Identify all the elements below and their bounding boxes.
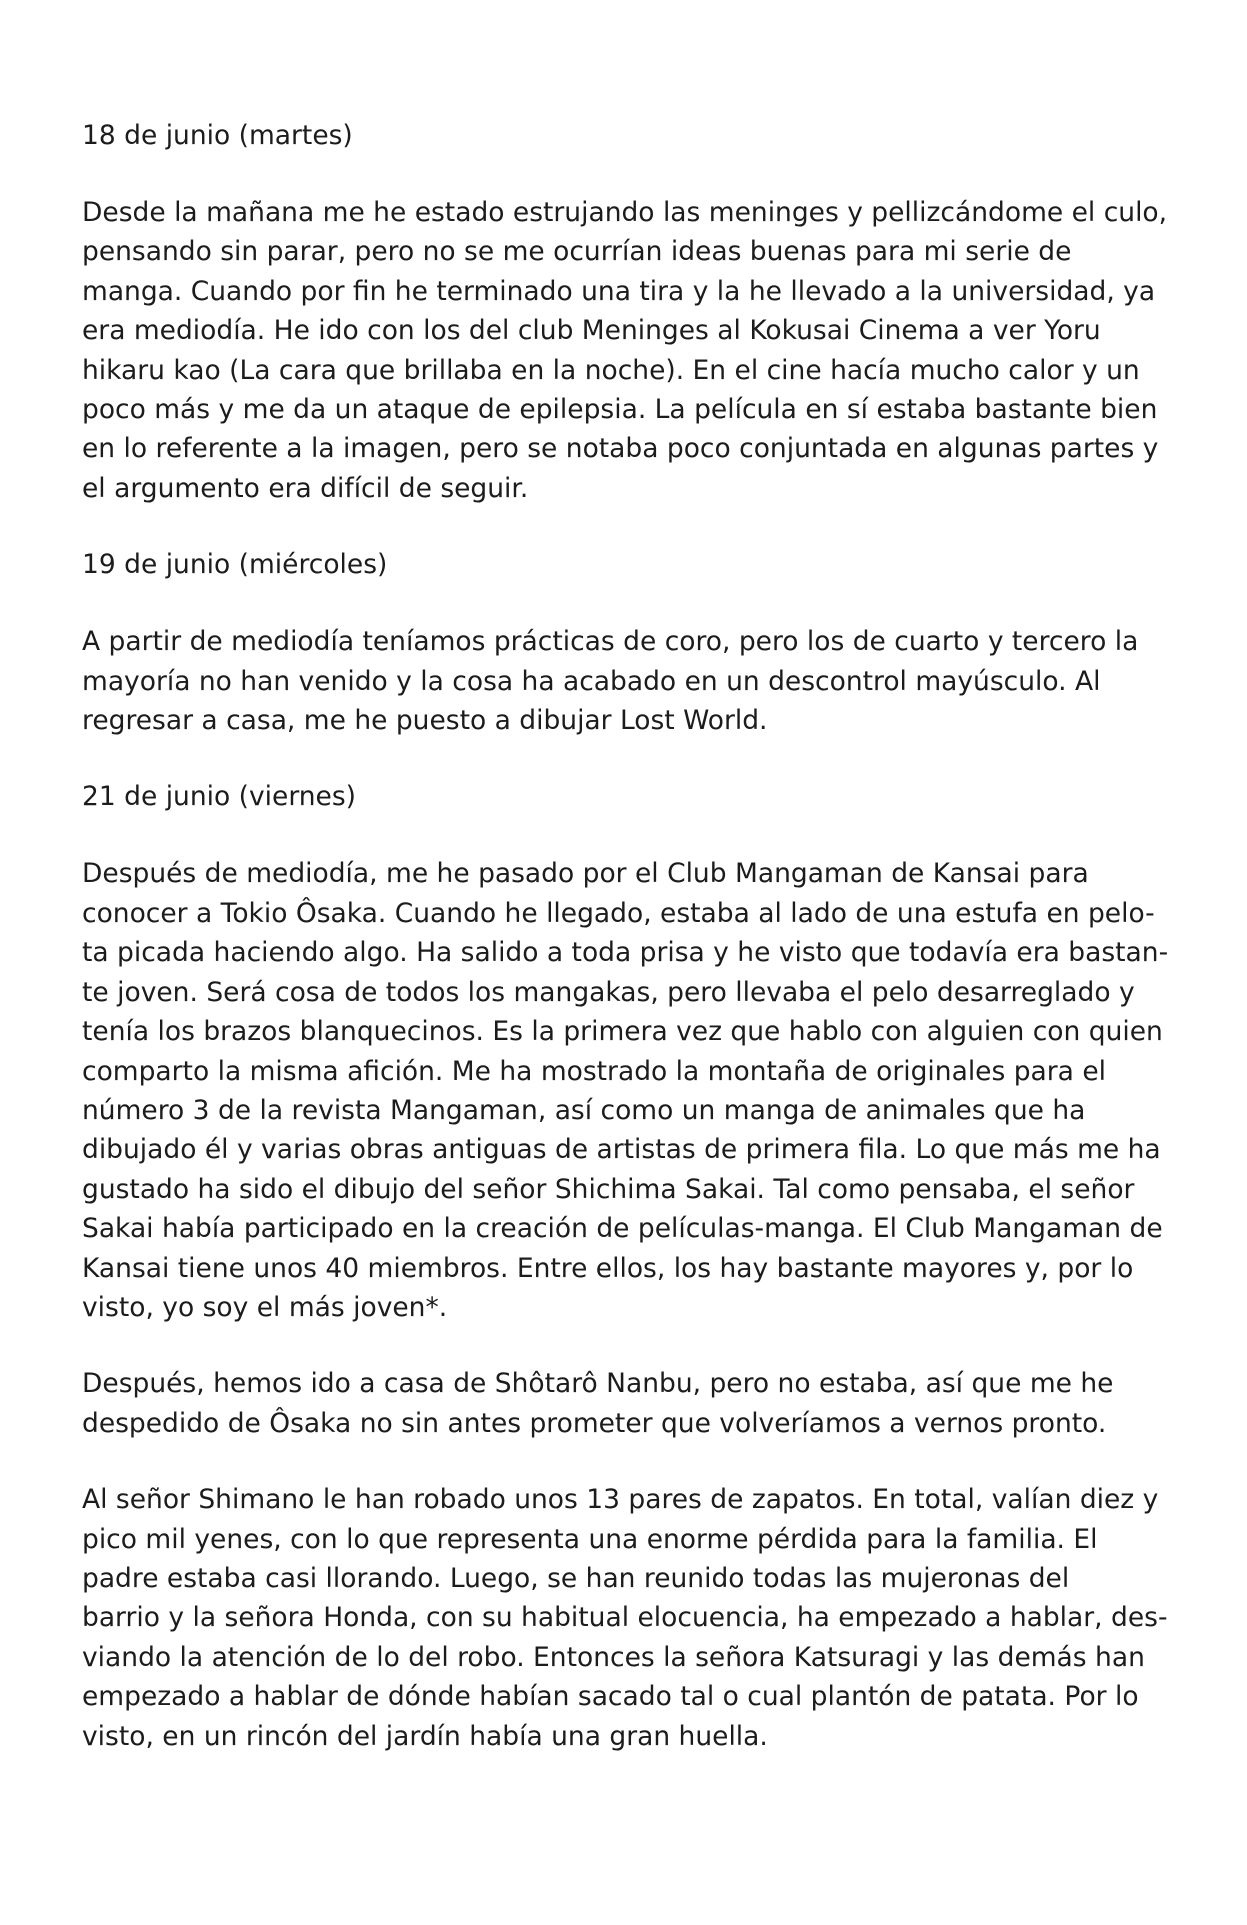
text-line: viando la atención de lo del robo. Entonces la señora Katsuragi y las demás han <box>82 1641 1145 1673</box>
entry-paragraph <box>82 1480 1194 1756</box>
text-line: conocer a Tokio Ôsaka. Cuando he llegado, estaba al lado de una estufa en pelo- <box>82 897 1155 929</box>
text-line: Sakai había participado en la creación de películas-manga. El Club Mangaman de <box>82 1213 1163 1245</box>
entry-paragraph <box>82 622 1194 740</box>
text-line: gustado ha sido el dibujo del señor Shichima Sakai. Tal como pensaba, el señor <box>82 1173 1135 1205</box>
text-line: visto, yo soy el más joven*. <box>82 1291 448 1323</box>
text-line: poco más y me da un ataque de epilepsia. La película en sí estaba bastante bien <box>82 394 1158 426</box>
entry-date-heading: 21 de junio (viernes) <box>82 781 357 813</box>
text-line: en lo referente a la imagen, pero se notaba poco conjuntada en algunas partes y <box>82 433 1159 465</box>
text-line: Al señor Shimano le han robado unos 13 pares de zapatos. En total, valían diez y <box>82 1484 1159 1516</box>
text-line: comparto la misma afición. Me ha mostrado la montaña de originales para el <box>82 1055 1107 1087</box>
text-line: el argumento era difícil de seguir. <box>82 472 529 504</box>
text-line: Después, hemos ido a casa de Shôtarô Nanbu, pero no estaba, así que me he <box>82 1368 1114 1400</box>
text-line: ta picada haciendo algo. Ha salido a toda prisa y he visto que todavía era bastan- <box>82 937 1169 969</box>
entry-paragraph <box>82 854 1194 1327</box>
entry-paragraph <box>82 193 1194 508</box>
text-line: A partir de mediodía teníamos prácticas de coro, pero los de cuarto y tercero la <box>82 626 1139 658</box>
text-line: Kansai tiene unos 40 miembros. Entre ellos, los hay bastante mayores y, por lo <box>82 1252 1134 1284</box>
text-line: padre estaba casi llorando. Luego, se han reunido todas las mujeronas del <box>82 1562 1070 1594</box>
text-line: era mediodía. He ido con los del club Meninges al Kokusai Cinema a ver Yoru <box>82 315 1101 347</box>
text-line: visto, en un rincón del jardín había una gran huella. <box>82 1720 768 1752</box>
text-line: manga. Cuando por fin he terminado una tira y la he llevado a la universidad, ya <box>82 275 1156 307</box>
text-line: dibujado él y varias obras antiguas de artistas de primera fila. Lo que más me ha <box>82 1134 1161 1166</box>
text-line: regresar a casa, me he puesto a dibujar Lost World. <box>82 705 768 737</box>
text-line: pico mil yenes, con lo que representa una enorme pérdida para la familia. El <box>82 1523 1098 1555</box>
text-line: Desde la mañana me he estado estrujando las meninges y pellizcándome el culo, <box>82 197 1168 228</box>
text-line: te joven. Será cosa de todos los mangakas, pero llevaba el pelo desarreglado y <box>82 976 1135 1008</box>
text-line: despedido de Ôsaka no sin antes prometer que volveríamos a vernos pronto. <box>82 1407 1107 1439</box>
text-line: número 3 de la revista Mangaman, así como un manga de animales que ha <box>82 1094 1086 1126</box>
document-page <box>82 116 1194 1793</box>
entry-date-heading: 18 de junio (martes) <box>82 120 353 151</box>
entry-paragraph <box>82 1364 1194 1443</box>
text-line: mayoría no han venido y la cosa ha acabado en un descontrol mayúsculo. Al <box>82 665 1101 697</box>
text-line: barrio y la señora Honda, con su habitual elocuencia, ha empezado a hablar, des- <box>82 1602 1168 1634</box>
text-line: tenía los brazos blanquecinos. Es la primera vez que hablo con alguien con quien <box>82 1016 1163 1048</box>
text-line: hikaru kao (La cara que brillaba en la noche). En el cine hacía mucho calor y un <box>82 354 1140 386</box>
entry-date-heading: 19 de junio (miércoles) <box>82 549 388 581</box>
text-line: empezado a hablar de dónde habían sacado tal o cual plantón de patata. Por lo <box>82 1681 1139 1713</box>
text-line: Después de mediodía, me he pasado por el Club Mangaman de Kansai para <box>82 858 1089 890</box>
text-line: pensando sin parar, pero no se me ocurrían ideas buenas para mi serie de <box>82 236 1072 268</box>
